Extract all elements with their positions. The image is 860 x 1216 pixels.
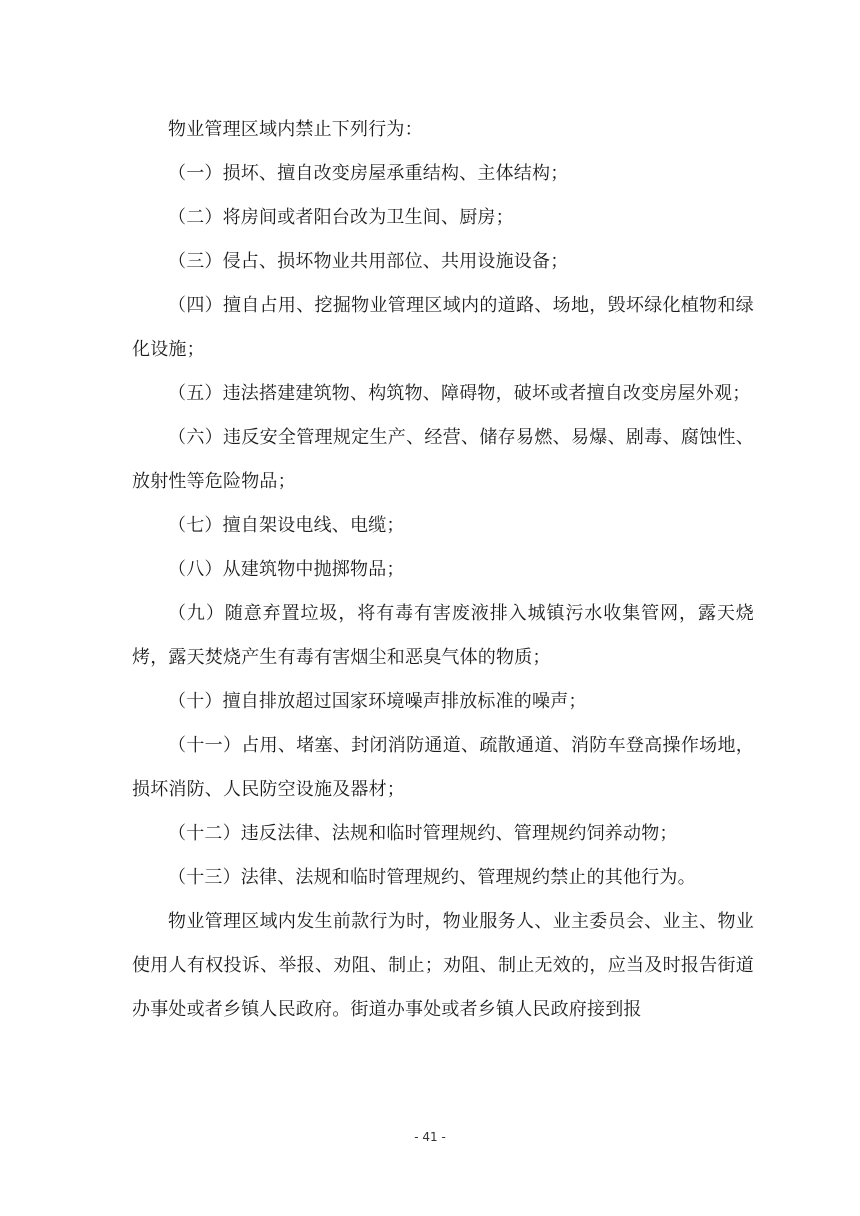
- paragraph-item-2: （二）将房间或者阳台改为卫生间、厨房；: [168, 207, 514, 228]
- paragraph-item-3: （三）侵占、损坏物业共用部位、共用设施设备；: [168, 251, 569, 272]
- paragraph-item-12: （十二）违反法律、法规和临时管理规约、管理规约饲养动物；: [168, 823, 678, 844]
- paragraph-item-9: （九）随意弃置垃圾，将有毒有害废液排入城镇污水收集管网，露天烧烤，露天焚烧产生有毒有害烟尘和恶臭气体的物质；: [132, 603, 754, 668]
- paragraph-item-10: （十）擅自排放超过国家环境噪声排放标准的噪声；: [168, 691, 587, 712]
- paragraph-item-5: （五）违法搭建建筑物、构筑物、障碍物，破坏或者擅自改变房屋外观；: [168, 383, 751, 404]
- page-number: - 41 -: [414, 1130, 446, 1144]
- paragraph-item-7: （七）擅自架设电线、电缆；: [168, 515, 405, 536]
- paragraph-closing: 物业管理区域内发生前款行为时，物业服务人、业主委员会、业主、物业使用人有权投诉、举报、劝阻、制止；劝阻、制止无效的，应当及时报告街道办事处或者乡镇人民政府。街道办事处或者乡镇人民政府接到报: [132, 911, 754, 1020]
- paragraph-intro: 物业管理区域内禁止下列行为：: [168, 119, 423, 140]
- document-body: [132, 108, 754, 1032]
- paragraph-item-1: （一）损坏、擅自改变房屋承重结构、主体结构；: [168, 163, 569, 184]
- paragraph-item-13: （十三）法律、法规和临时管理规约、管理规约禁止的其他行为。: [168, 867, 696, 888]
- paragraph-item-4: （四）擅自占用、挖掘物业管理区域内的道路、场地，毁坏绿化植物和绿化设施；: [132, 295, 754, 360]
- paragraph-item-6: （六）违反安全管理规定生产、经营、储存易燃、易爆、剧毒、腐蚀性、放射性等危险物品；: [132, 427, 754, 492]
- paragraph-item-11: （十一）占用、堵塞、封闭消防通道、疏散通道、消防车登高操作场地，损坏消防、人民防空设施及器材；: [132, 735, 754, 800]
- paragraph-item-8: （八）从建筑物中抛掷物品；: [168, 559, 405, 580]
